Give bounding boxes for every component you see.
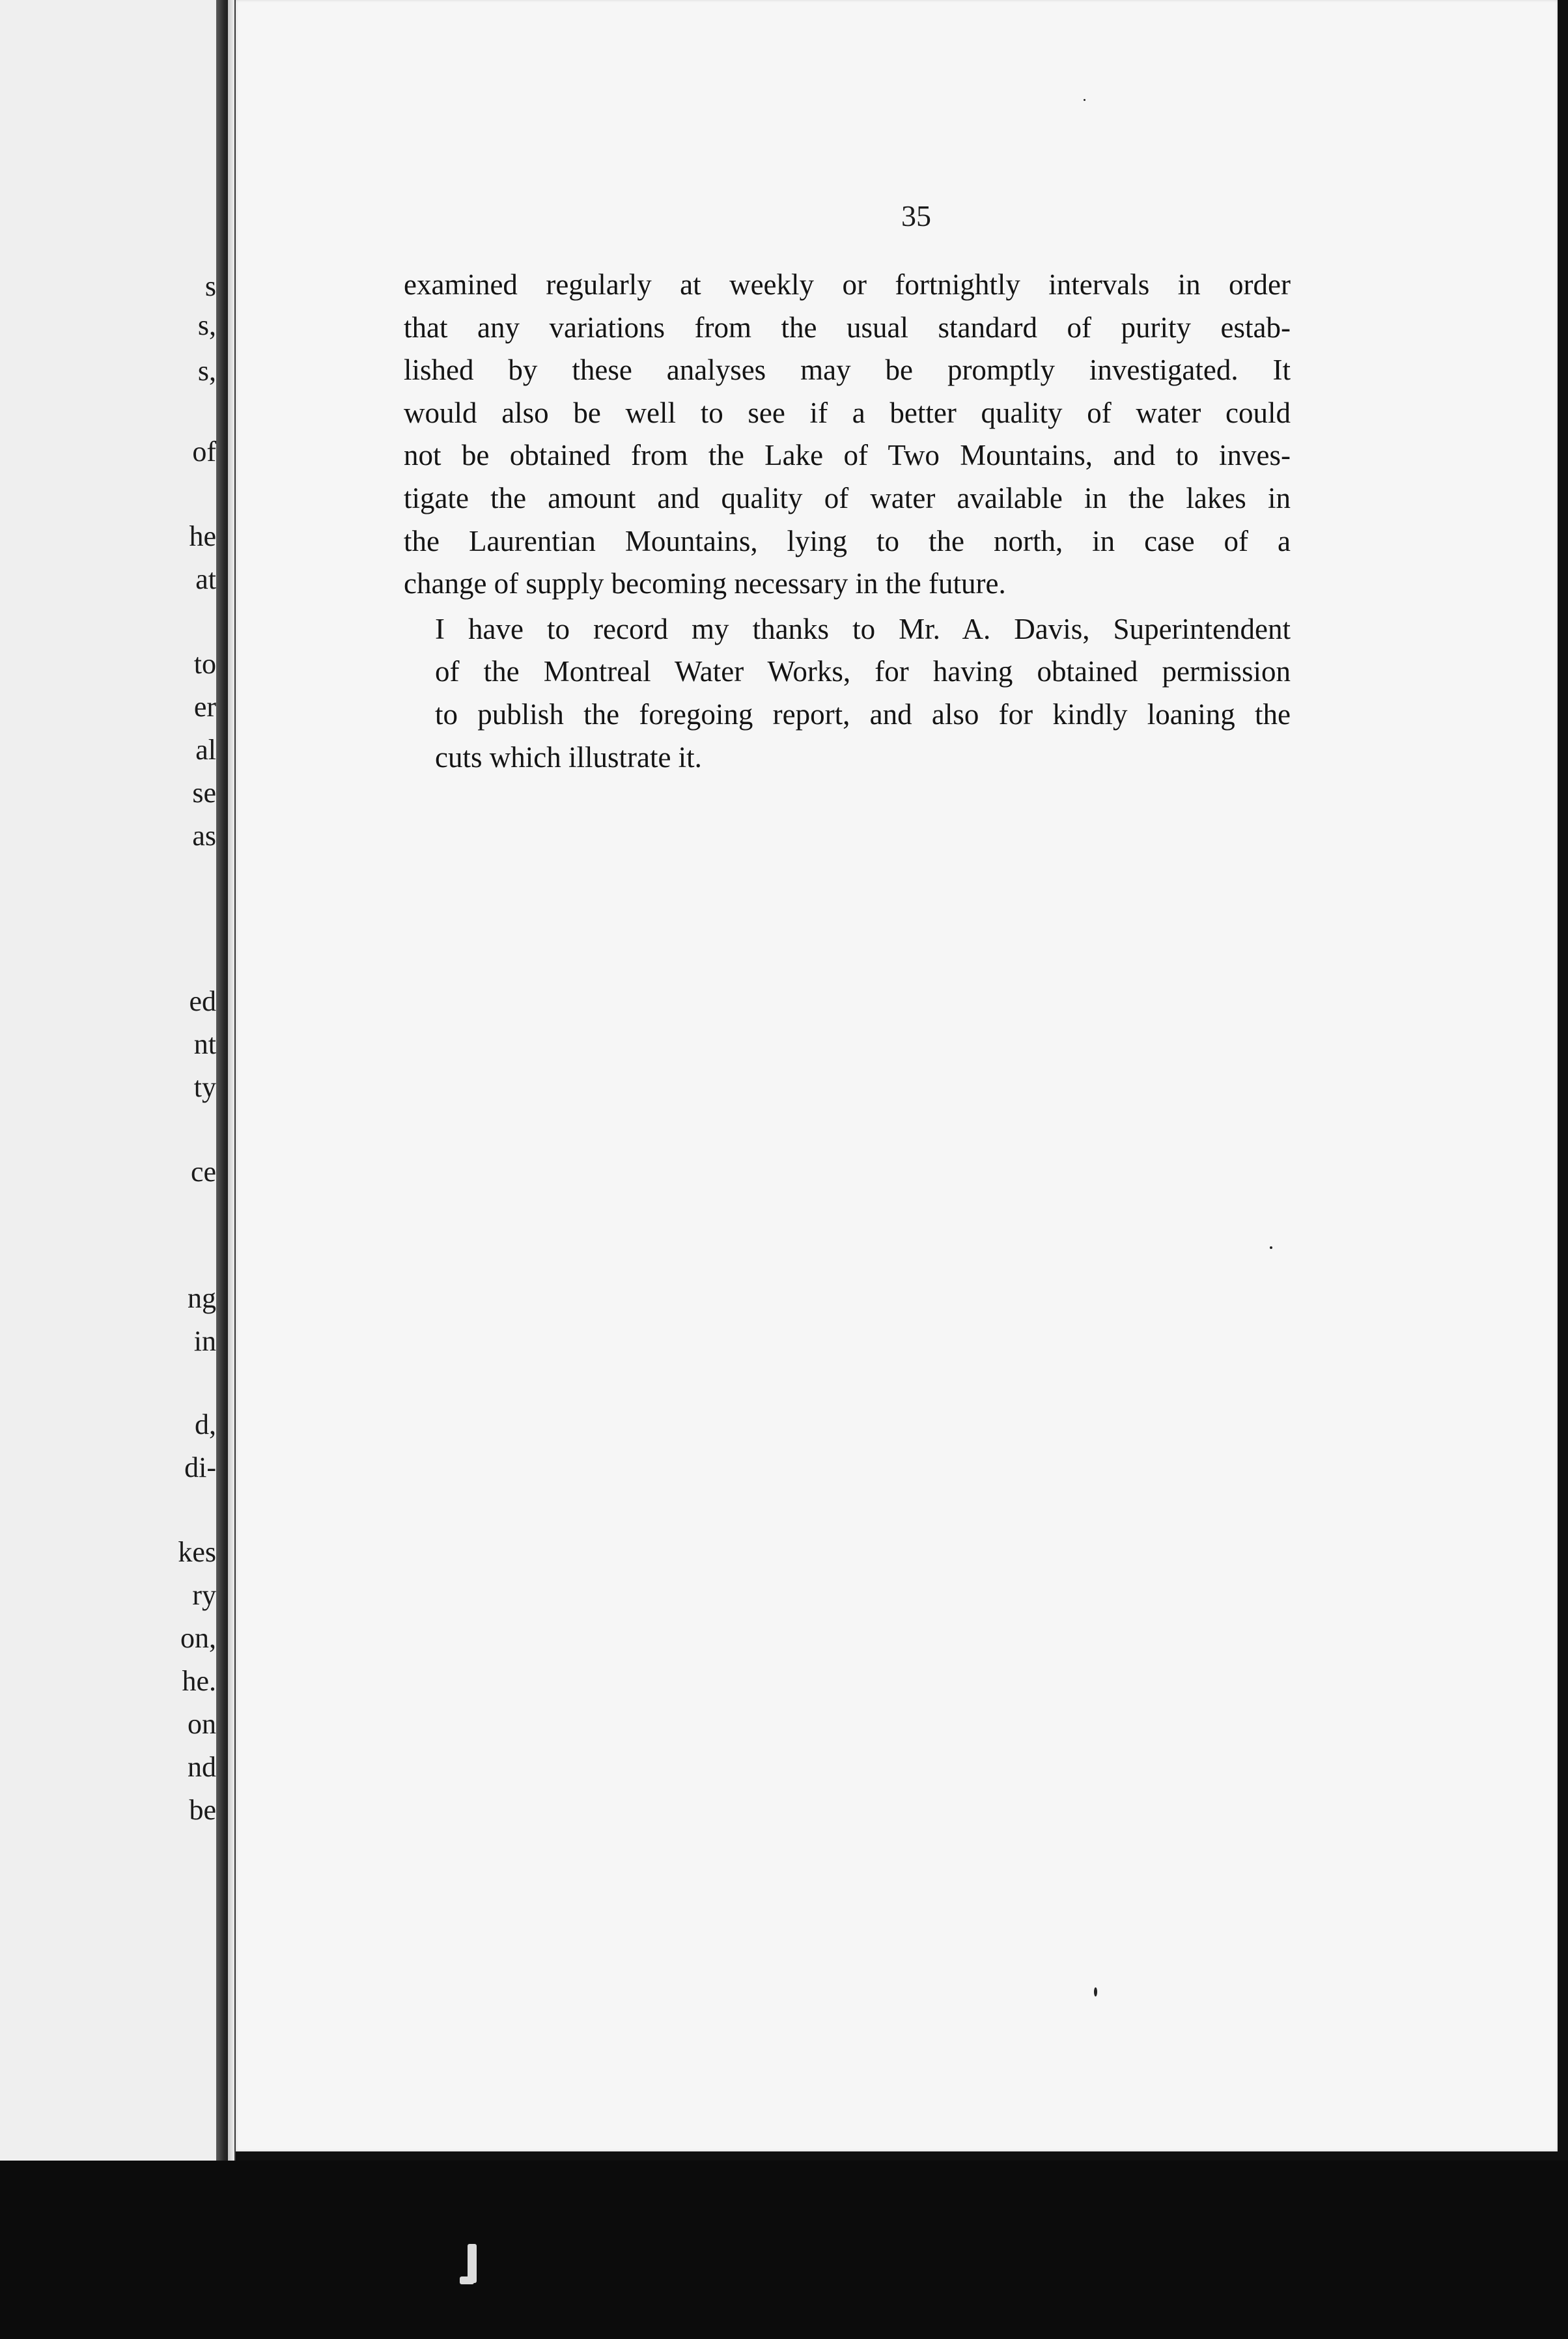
ink-speck [1094,1987,1097,1996]
ink-speck [1270,1246,1272,1249]
left-fragment: ng [188,1282,216,1314]
page-number: 35 [901,199,931,232]
left-fragment: kes [178,1536,216,1568]
left-fragment: nd [188,1751,216,1783]
left-fragment: on, [180,1622,216,1654]
body-text [404,264,1291,779]
text-line: examined regularly at weekly or fortnightly intervals in order [404,268,1291,301]
left-fragment: on [188,1708,216,1740]
left-fragment: s [204,270,216,302]
text-line: of the Montreal Water Works, for having obtained permission [435,655,1291,688]
page-edge [228,0,234,2161]
left-fragment: ty [193,1071,216,1103]
text-line: would also be well to see if a better quality of water could [404,396,1291,429]
left-fragment: as [192,820,216,852]
left-fragment: s, [197,355,216,387]
left-fragment: nt [193,1028,216,1060]
left-fragment: s, [197,309,216,341]
left-fragment: at [195,563,216,595]
left-fragment: ce [190,1156,216,1188]
paragraph [404,264,1291,606]
text-line: the Laurentian Mountains, lying to the north, in case of a [404,524,1291,557]
left-fragment: er [193,691,216,723]
ink-speck [1084,99,1085,101]
text-line: cuts which illustrate it. [435,740,702,774]
left-fragment: al [195,734,216,766]
left-fragment: d, [195,1408,216,1440]
text-line: I have to record my thanks to Mr. A. Davis, Superintendent [435,612,1291,645]
left-fragment: se [192,777,216,809]
text-line: lished by these analyses may be promptly investigated. It [404,354,1291,387]
scan-background [0,2161,1568,2339]
left-fragment: to [193,648,216,680]
text-line: to publish the foregoing report, and also for kindly loaning the [435,697,1291,731]
scan-artifact [460,2276,474,2284]
left-fragment: he. [182,1665,216,1697]
paragraph [404,608,1291,779]
previous-page-edge [0,0,216,2161]
page [236,0,1558,2151]
left-fragment: ed [189,985,216,1017]
left-fragment: be [189,1794,216,1826]
left-fragment: he [189,520,216,552]
text-line: not be obtained from the Lake of Two Mountains, and to inves- [404,439,1291,472]
left-fragment: ry [192,1579,216,1611]
text-line: tigate the amount and quality of water available in the lakes in [404,481,1291,514]
left-fragment: of [192,436,216,468]
text-line: that any variations from the usual standard of purity estab- [404,311,1291,344]
text-line: change of supply becoming necessary in the future. [404,567,1006,600]
left-fragment: di- [184,1451,216,1483]
left-fragment: in [193,1325,216,1357]
